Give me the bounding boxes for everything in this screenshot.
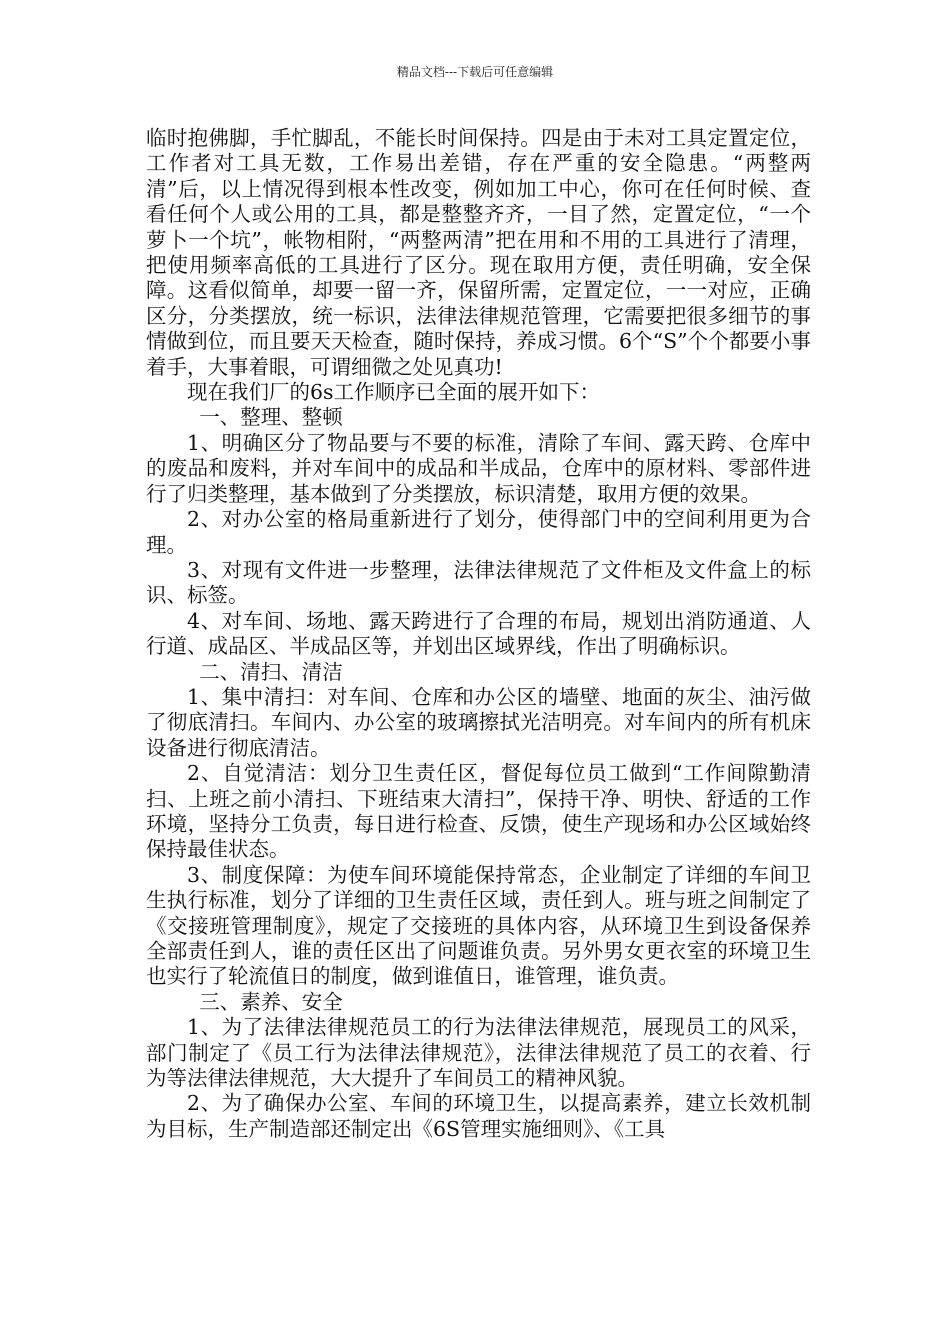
document-body: [146, 126, 811, 1142]
paragraph-1-1: 1、明确区分了物品要与不要的标准，清除了车间、露天跨、仓库中的废品和废料，并对车间中的成品和半成品，仓库中的原材料、零部件进行了归类整理，基本做到了分类摆放，标识清楚，取用方便的效果。: [146, 430, 811, 506]
paragraph-1-2: 2、对办公室的格局重新进行了划分，使得部门中的空间利用更为合理。: [146, 507, 811, 557]
paragraph-2-1: 1、集中清扫：对车间、仓库和办公区的墙壁、地面的灰尘、油污做了彻底清扫。车间内、办公室的玻璃擦拭光洁明亮。对车间内的所有机床设备进行彻底清洁。: [146, 684, 811, 760]
paragraph-3-1: 1、为了法律法律规范员工的行为法律法律规范，展现员工的风采，部门制定了《员工行为法律法律规范》，法律法律规范了员工的衣着、行为等法律法律规范，大大提升了车间员工的精神风貌。: [146, 1015, 811, 1091]
paragraph-2-3: 3、制度保障：为使车间环境能保持常态，企业制定了详细的车间卫生执行标准，划分了详细的卫生责任区域，责任到人。班与班之间制定了《交接班管理制度》，规定了交接班的具体内容，从环境卫生到设备保养全部责任到人，谁的责任区出了问题谁负责。另外男女更衣室的环境卫生也实行了轮流值日的制度，做到谁值日，谁管理，谁负责。: [146, 862, 811, 989]
paragraph-1-3: 3、对现有文件进一步整理，法律法律规范了文件柜及文件盒上的标识、标签。: [146, 557, 811, 608]
section-heading-1: 一、整理、整顿: [199, 405, 343, 430]
section-heading-3: 三、素养、安全: [199, 989, 343, 1014]
paragraph-3-2: 2、为了确保办公室、车间的环境卫生，以提高素养，建立长效机制为目标，生产制造部还制定出《6S管理实施细则》、《工具: [146, 1091, 811, 1141]
paragraph-continuation: 临时抱佛脚，手忙脚乱，不能长时间保持。四是由于未对工具定置定位，工作者对工具无数，工作易出差错，存在严重的安全隐患。“两整两清”后，以上情况得到根本性改变，例如加工中心，你可在任何时候、查看任何个人或公用的工具，都是整整齐齐，一目了然，定置定位，“一个萝卜一个坑”，帐物相附，“两整两清”把在用和不用的工具进行了清理，把使用频率高低的工具进行了区分。现在取用方便，责任明确，安全保障。这看似简单，却要一留一齐，保留所需，定置定位，一一对应，正确区分，分类摆放，统一标识，法律法律规范管理，它需要把很多细节的事情做到位，而且要天天检查，随时保持，养成习惯。6个“S”个个都要小事着手，大事着眼，可谓细微之处见真功!: [146, 126, 811, 379]
paragraph-1-4: 4、对车间、场地、露天跨进行了合理的布局，规划出消防通道、人行道、成品区、半成品区等，并划出区域界线，作出了明确标识。: [146, 608, 811, 659]
section-heading-2: 二、清扫、清洁: [199, 659, 343, 684]
paragraph-intro: 现在我们厂的6s工作顺序已全面的展开如下：: [187, 380, 601, 405]
paragraph-2-2: 2、自觉清洁：划分卫生责任区，督促每位员工做到“工作间隙勤清扫、上班之前小清扫、下班结束大清扫”，保持干净、明快、舒适的工作环境，坚持分工负责，每日进行检查、反馈，使生产现场和办公区域始终保持最佳状态。: [146, 761, 811, 862]
page-header: 精品文档---下载后可任意编辑: [396, 65, 554, 79]
